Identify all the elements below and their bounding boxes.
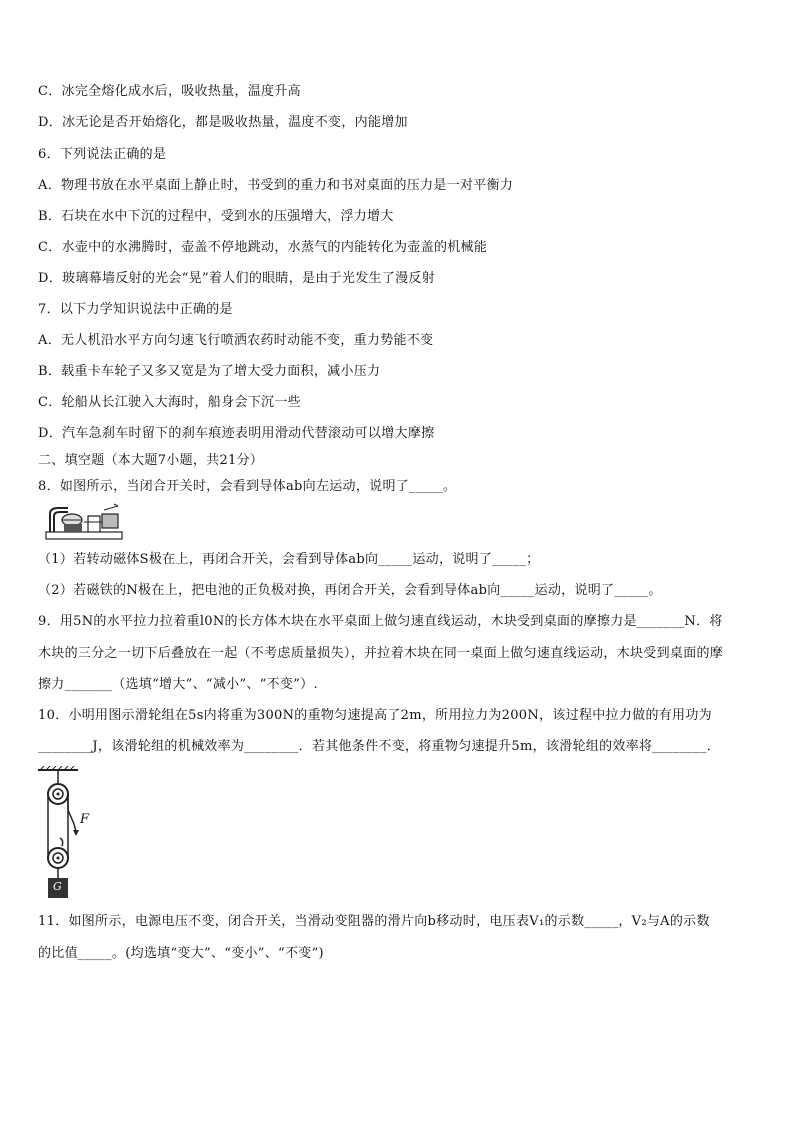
q6-stem: 6．下列说法正确的是 [38, 147, 167, 162]
force-label: F [80, 812, 90, 827]
q8-sub-1: （1）若转动磁体S极在上，再闭合开关，会看到导体ab向_____运动，说明了_____； [38, 552, 540, 567]
q8-stem: 8．如图所示，当闭合开关时，会看到导体ab向左运动，说明了_____。 [38, 479, 457, 494]
q6-option-a: A．物理书放在水平桌面上静止时，书受到的重力和书对桌面的压力是一对平衡力 [38, 178, 514, 193]
q6-option-c: C．水壶中的水沸腾时，壶盖不停地跳动，水蒸气的内能转化为壶盖的机械能 [38, 240, 488, 255]
q7-option-d: D．汽车急刹车时留下的刹车痕迹表明用滑动代替滚动可以增大摩擦 [38, 426, 435, 441]
section-2-heading: 二、填空题（本大题7小题，共21分） [38, 453, 264, 468]
pulley-system-figure [38, 766, 102, 900]
q7-option-c: C．轮船从长江驶入大海时，船身会下沉一些 [38, 395, 301, 410]
q7-option-b: B．载重卡车轮子又多又宽是为了增大受力面积，减小压力 [38, 364, 381, 379]
motor-apparatus-figure [44, 502, 126, 542]
q6-option-d: D．玻璃幕墙反射的光会“晃”着人们的眼睛，是由于光发生了漫反射 [38, 271, 436, 286]
q7-stem: 7．以下力学知识说法中正确的是 [38, 302, 233, 317]
q8-sub-2: （2）若磁铁的N极在上，把电池的正负极对换，再闭合开关，会看到导体ab向_____运动，说明了_____。 [38, 583, 662, 598]
q6-option-b: B．石块在水中下沉的过程中，受到水的压强增大，浮力增大 [38, 209, 394, 224]
q9-line-1: 9．用5N的水平拉力拉着重l0N的长方体木块在水平桌面上做匀速直线运动，木块受到桌面的摩擦力是_______N．将 [38, 614, 723, 629]
q11-line-2: 的比值_____。(均选填“变大”、“变小”、“不变”) [38, 946, 324, 961]
q9-line-3: 擦力_______（选填“增大”、“减小”、“不变”）. [38, 677, 318, 692]
q7-option-a: A．无人机沿水平方向匀速飞行喷洒农药时动能不变，重力势能不变 [38, 333, 434, 348]
q5-option-c: C．冰完全熔化成水后，吸收热量，温度升高 [38, 84, 301, 99]
weight-label: G [53, 880, 62, 893]
q10-line-2: ________J，该滑轮组的机械效率为________．若其他条件不变，将重物匀速提升5m，该滑轮组的效率将________． [38, 739, 721, 754]
q11-line-1: 11．如图所示，电源电压不变，闭合开关，当滑动变阻器的滑片向b移动时，电压表V₁的示数_____，V₂与A的示数 [38, 914, 710, 929]
q9-line-2: 木块的三分之一切下后叠放在一起（不考虑质量损失），并拉着木块在同一桌面上做匀速直线运动，木块受到桌面的摩 [38, 646, 724, 661]
q5-option-d: D．冰无论是否开始熔化，都是吸收热量，温度不变，内能增加 [38, 115, 408, 130]
q10-line-1: 10．小明用图示滑轮组在5s内将重为300N的重物匀速提高了2m，所用拉力为200N，该过程中拉力做的有用功为 [38, 708, 712, 723]
